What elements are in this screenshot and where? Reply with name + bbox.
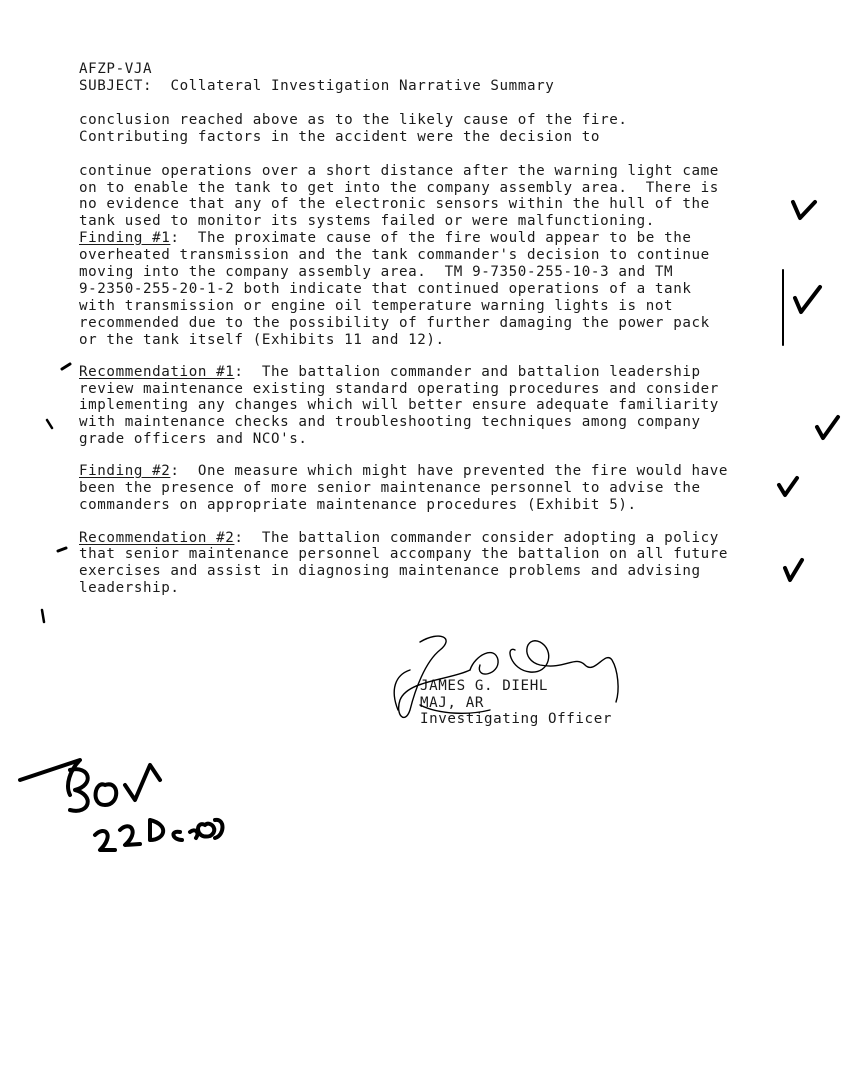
handwritten-initials [10, 740, 230, 880]
intro-line: Contributing factors in the accident were the decision to [79, 129, 601, 145]
margin-tick-icon [58, 548, 66, 551]
subject-label: SUBJECT: [79, 78, 153, 94]
finding-2-label: Finding #2 [79, 463, 171, 479]
recommendation-2-heading [79, 530, 719, 547]
recommendation-2-line: that senior maintenance personnel accompany the battalion on all future [79, 546, 729, 562]
finding-1-heading [79, 230, 692, 247]
check-mark-icon [793, 202, 815, 218]
paragraph-line: no evidence that any of the electronic sensors within the hull of the [79, 196, 710, 212]
signer-title: Investigating Officer [420, 711, 612, 727]
recommendation-1-line: with maintenance checks and troubleshooting techniques among company [79, 414, 701, 430]
recommendation-2-text: : The battalion commander consider adopting a policy [234, 530, 719, 546]
finding-1-line: with transmission or engine oil temperature warning lights is not [79, 298, 674, 314]
subject-line [79, 78, 554, 95]
recommendation-1-line: review maintenance existing standard operating procedures and consider [79, 381, 719, 397]
recommendation-1-line: implementing any changes which will better ensure adequate familiarity [79, 397, 719, 413]
recommendation-2-line: exercises and assist in diagnosing maintenance problems and advising [79, 563, 701, 579]
finding-2-heading [79, 463, 728, 480]
recommendation-2-line: leadership. [79, 580, 180, 596]
finding-1-label: Finding #1 [79, 230, 171, 246]
paragraph-line: continue operations over a short distance after the warning light came [79, 163, 719, 179]
check-mark-icon [817, 417, 838, 438]
recommendation-1-text: : The battalion commander and battalion leadership [234, 364, 701, 380]
finding-1-line: recommended due to the possibility of further damaging the power pack [79, 315, 710, 331]
finding-2-line: been the presence of more senior maintenance personnel to advise the [79, 480, 701, 496]
paragraph-line: tank used to monitor its systems failed or were malfunctioning. [79, 213, 655, 229]
recommendation-2-label: Recommendation #2 [79, 530, 235, 546]
check-mark-icon [795, 287, 820, 312]
recommendation-1-label: Recommendation #1 [79, 364, 235, 380]
intro-line: conclusion reached above as to the likely cause of the fire. [79, 112, 628, 128]
recommendation-1-heading [79, 364, 701, 381]
finding-2-line: commanders on appropriate maintenance procedures (Exhibit 5). [79, 497, 637, 513]
recommendation-1-line: grade officers and NCO's. [79, 431, 308, 447]
margin-tick-icon [62, 364, 70, 369]
office-symbol: AFZP-VJA [79, 61, 153, 77]
margin-tick-icon [42, 610, 44, 622]
handwritten-signature [380, 620, 640, 730]
finding-1-text: : The proximate cause of the fire would appear to be the [170, 230, 692, 246]
margin-tick-icon [47, 420, 52, 428]
finding-1-line: moving into the company assembly area. TM 9-7350-255-10-3 and TM [79, 264, 674, 280]
signer-name: JAMES G. DIEHL [420, 678, 548, 694]
finding-2-text: : One measure which might have prevented the fire would have [170, 463, 729, 479]
check-mark-icon [785, 560, 802, 580]
finding-1-line: or the tank itself (Exhibits 11 and 12). [79, 332, 445, 348]
finding-1-line: overheated transmission and the tank commander's decision to continue [79, 247, 710, 263]
subject-text: Collateral Investigation Narrative Summary [170, 78, 555, 94]
finding-1-line: 9-2350-255-20-1-2 both indicate that continued operations of a tank [79, 281, 692, 297]
paragraph-line: on to enable the tank to get into the company assembly area. There is [79, 180, 719, 196]
signer-rank: MAJ, AR [420, 695, 484, 711]
check-mark-icon [779, 478, 797, 495]
